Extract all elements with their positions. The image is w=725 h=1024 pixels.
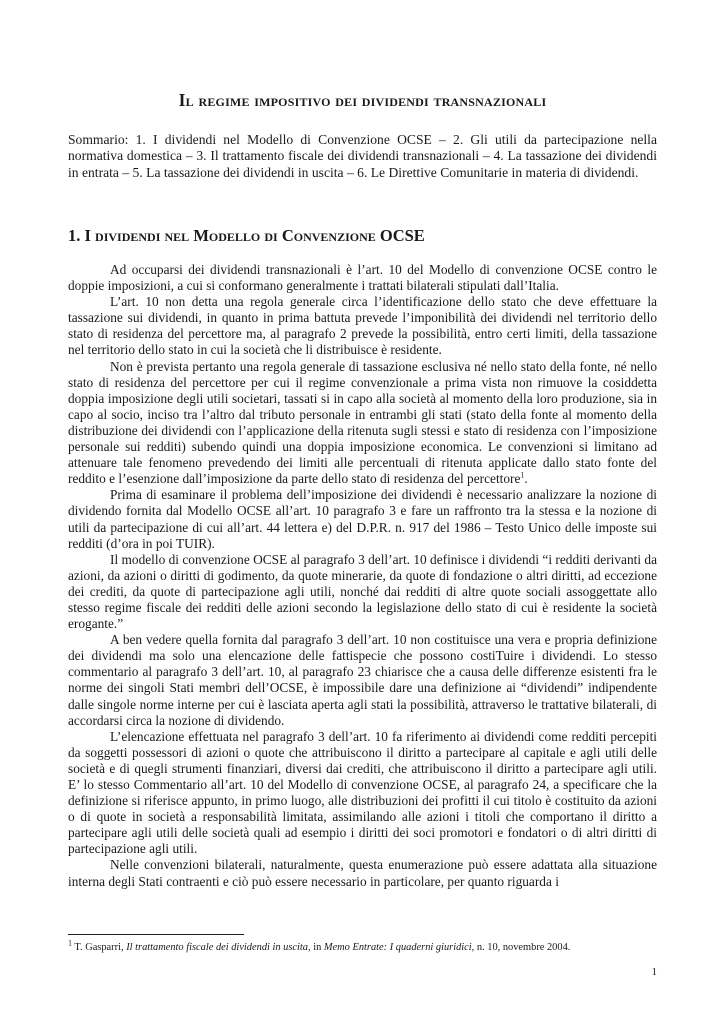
paragraph: Ad occuparsi dei dividendi transnazionali è l’art. 10 del Modello di convenzione OCSE contro le doppie imposizioni, a cui si conformano generalmente i trattati bilaterali stipulati dall’Italia.: [68, 262, 657, 294]
paragraph: Il modello di convenzione OCSE al paragrafo 3 dell’art. 10 definisce i dividendi “i redditi derivanti da azioni, da azioni o diritti di godimento, da quote minerarie, da quote di fondazione o altri diritti, ad eccezione dei crediti, da quote di partecipazione agli utili, nonché dai redditi di altre quote sociali assoggettate allo stesso regime fiscale dei redditi delle azioni secondo la legislazione dello stato di cui è residente la società erogante.”: [68, 551, 657, 632]
document-title: Il regime impositivo dei dividendi transnazionali: [178, 90, 547, 110]
footnote-number: 1: [68, 938, 72, 948]
paragraph: L’art. 10 non detta una regola generale circa l’identificazione dello stato che deve effettuare la tassazione sui dividendi, in quanto in prima battuta prevede l’imponibilità dei dividendi nel territorio dello stato di residenza del percettore ma, al paragrafo 2 prevede la possibilità, entro certi limiti, della tassazione nel territorio dello stato in cui la società che li distribuisce è residente.: [68, 294, 657, 358]
page-number: 1: [651, 966, 657, 978]
footnote-reference[interactable]: 1: [520, 470, 525, 480]
footnote-tail: , n. 10, novembre 2004.: [471, 942, 571, 953]
sentence-end: .: [524, 471, 528, 487]
footnote-in: in: [313, 942, 322, 953]
paragraph: L’elencazione effettuata nel paragrafo 3 dell’art. 10 fa riferimento ai dividendi come redditi percepiti da soggetti possessori di azioni o quote che attribuiscono il diritto a partecipare al capitale e agli utili delle società e di quegli strumenti finanziari, diversi dai crediti, che attribuiscono il diritto a partecipare agli utili. E’ lo stesso Commentario all’art. 10 del Modello di convenzione OCSE, al paragrafo 24, a specificare che la definizione si riferisce appunto, in primo luogo, alle distribuzioni dei profitti il cui titolo è costituito da azioni o di quote in società a responsabilità limitata, assimilando alle azioni i titoli che comportano il diritto a partecipare agli utili delle società quali ad esempio i diritti dei soci promotori e fondatori o di altri diritti di partecipazione agli utili.: [68, 728, 657, 857]
paragraph-text: Non è prevista pertanto una regola generale di tassazione esclusiva né nello stato della fonte, né nello stato di residenza del percettore per cui il regime convenzionale a prima vista non rimuove la cosiddetta doppia imposizione degli utili societari, tassati si in capo alla società al momento della loro produzione, sia in capo al socio, inciso tra l’altro dal tributo personale in entrambi gli stati (stato della fonte al momento della distribuzione dei dividendi con l’applicazione della ritenuta sugli stessi e stato di residenza con l’imposizione personale sui redditi) subendo quindi una doppia imposizione economica. Le convenzioni si limitano ad attenuare tale fenomeno prevedendo dei limiti alle percentuali di ritenuta applicate dallo stato fonte del reddito e l’esenzione dall’imposizione da parte dello stato di residenza del percettore: [68, 358, 657, 487]
section-heading: 1. I dividendi nel Modello di Convenzione OCSE: [68, 226, 425, 245]
body-text: [68, 262, 657, 890]
paragraph: [68, 359, 657, 488]
paragraph: A ben vedere quella fornita dal paragrafo 3 dell’art. 10 non costituisce una vera e propria definizione dei dividendi ma solo una elencazione delle fattispecie che possono costiTuire i dividendi. Lo stesso commentario al paragrafo 3 dell’art. 10, al paragrafo 23 chiarisce che a causa delle differenze esistenti fra le norme dei singoli Stati membri dell’OCSE, è impossibile dare una definizione ai “dividendi” indipendente dalle singole norme interne per cui è lasciata aperta agli stati la possibilità, attraverso le trattative bilaterali, di accordarsi circa la nozione di dividendo.: [68, 632, 657, 728]
footnote: [68, 938, 657, 954]
footnote-publication: Memo Entrate: I quaderni giuridici: [323, 942, 472, 953]
paragraph: Prima di esaminare il problema dell’imposizione dei dividendi è necessario analizzare la nozione di dividendo fornita dal Modello OCSE all’art. 10 paragrafo 3 e fare un raffronto tra la stessa e la nozione di utili da partecipazione di cui all’art. 44 lettera e) del D.P.R. n. 917 del 1986 – Testo Unico delle imposte sui redditi (d’ora in poi TUIR).: [68, 487, 657, 551]
summary: Sommario: 1. I dividendi nel Modello di Convenzione OCSE – 2. Gli utili da partecipazione nella normativa domestica – 3. Il trattamento fiscale dei dividendi transnazionali – 4. La tassazione dei dividendi in entrata – 5. La tassazione dei dividendi in uscita – 6. Le Direttive Comunitarie in materia di dividendi.: [68, 132, 657, 180]
document-page: [68, 0, 657, 1024]
footnote-author: T. Gasparri,: [74, 942, 124, 953]
footnote-divider: [68, 934, 244, 935]
footnote-work: Il trattamento fiscale dei dividendi in uscita,: [126, 942, 311, 953]
paragraph: Nelle convenzioni bilaterali, naturalmente, questa enumerazione può essere adattata alla situazione interna degli Stati contraenti e ciò può essere necessario in particolare, per quanto riguarda i: [68, 857, 657, 889]
